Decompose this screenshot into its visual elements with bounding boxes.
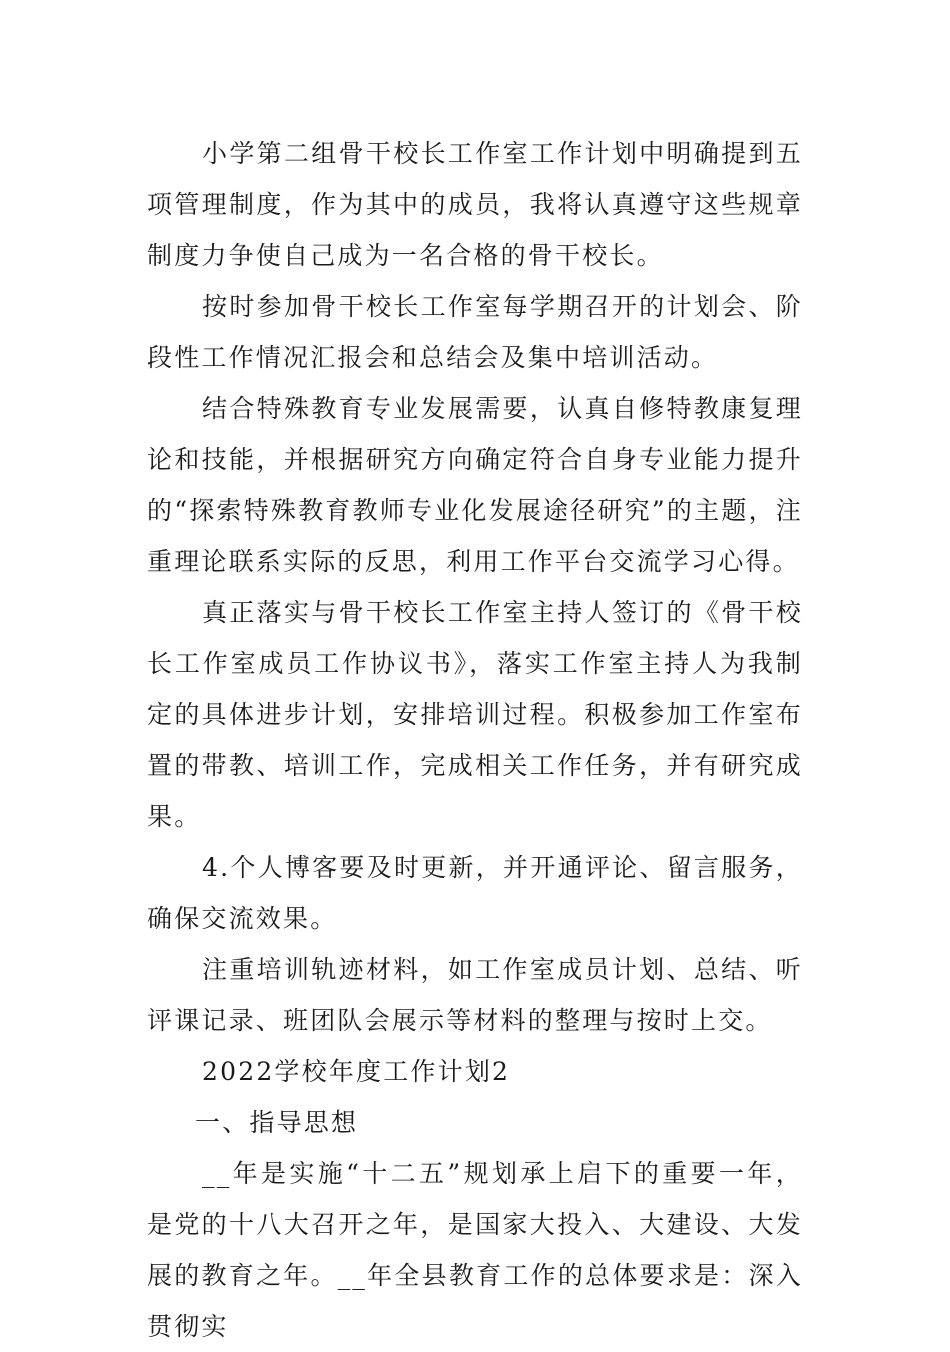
paragraph-training-materials: 注重培训轨迹材料，如工作室成员计划、总结、听评课记录、班团队会展示等材料的整理与按时上交。 bbox=[147, 955, 803, 1035]
paragraph-agreement: 真正落实与骨干校长工作室主持人签订的《骨干校长工作室成员工作协议书》，落实工作室主持人为我制定的具体进步计划，安排培训过程。积极参加工作室布置的带教、培训工作，完成相关工作任务，并有研究成果。 bbox=[147, 598, 803, 831]
paragraph-management-rules: 小学第二组骨干校长工作室工作计划中明确提到五项管理制度，作为其中的成员，我将认真遵守这些规章制度力争使自己成为一名合格的骨干校长。 bbox=[147, 139, 803, 270]
section-title: 2022学校年度工作计划2 bbox=[202, 1057, 511, 1086]
section-heading-guiding-thought: 一、指导思想 bbox=[195, 1108, 359, 1137]
paragraph-year-overview: __年是实施“十二五”规划承上启下的重要一年，是党的十八大召开之年，是国家大投入、大建设、大发展的教育之年。__年全县教育工作的总体要求是：深入贯彻实 bbox=[147, 1159, 803, 1341]
paragraph-blog: 4.个人博客要及时更新，并开通评论、留言服务，确保交流效果。 bbox=[147, 853, 803, 933]
paragraph-special-education: 结合特殊教育专业发展需要，认真自修特教康复理论和技能，并根据研究方向确定符合自身专业能力提升的“探索特殊教育教师专业化发展途径研究”的主题，注重理论联系实际的反思，利用工作平台交流学习心得。 bbox=[147, 394, 803, 576]
document-body bbox=[147, 128, 803, 1352]
paragraph-attend-meetings: 按时参加骨干校长工作室每学期召开的计划会、阶段性工作情况汇报会和总结会及集中培训活动。 bbox=[147, 292, 803, 372]
